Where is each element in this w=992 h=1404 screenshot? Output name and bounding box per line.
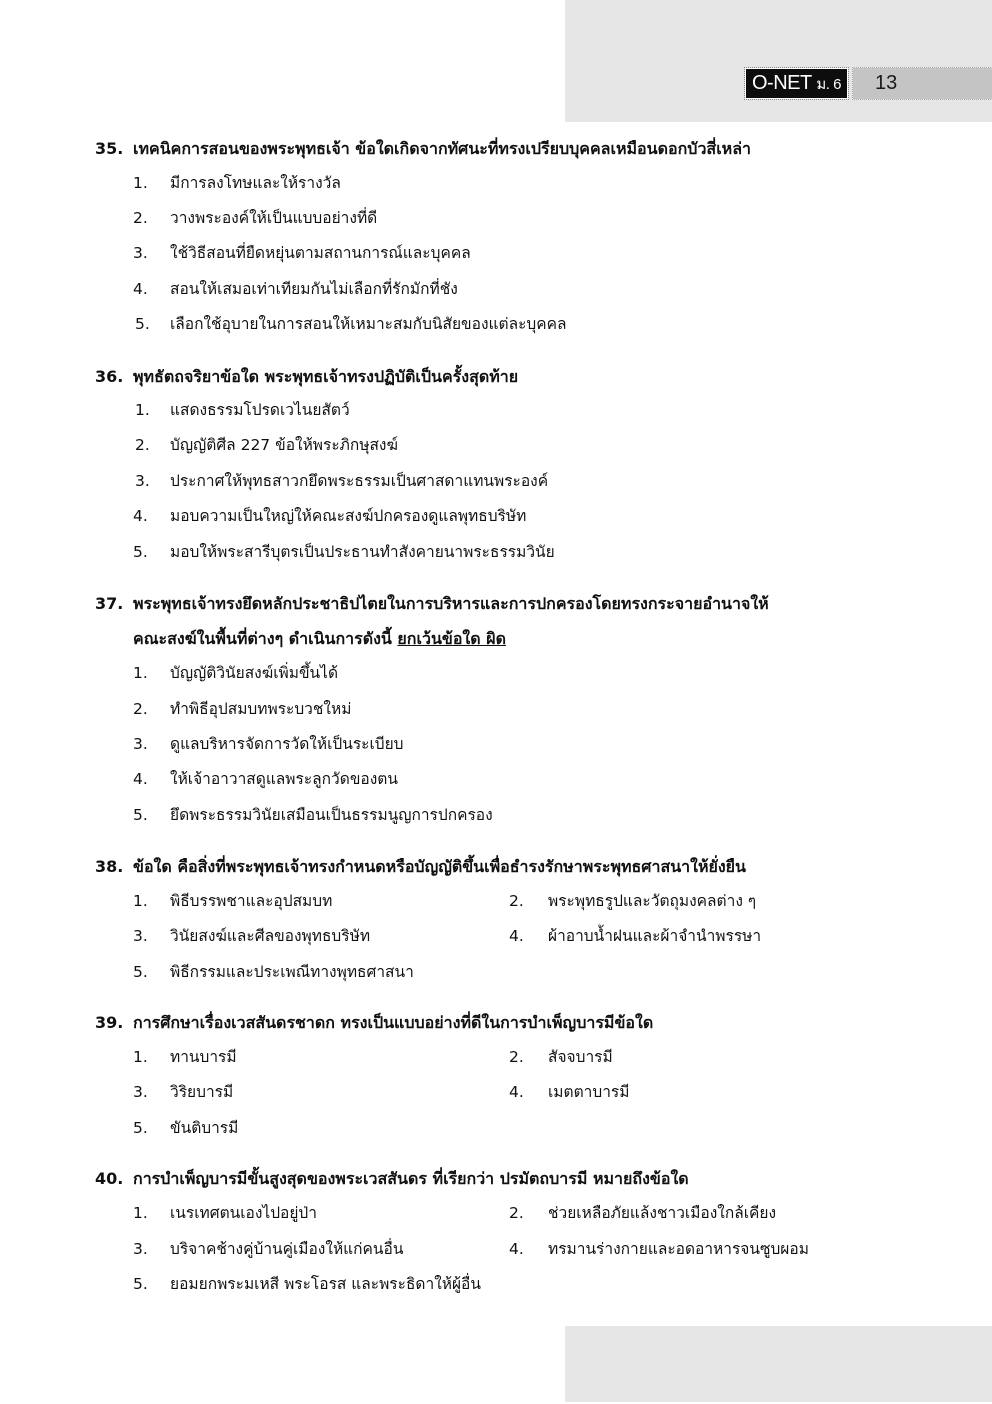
option-text: ขันติบารมี <box>170 1119 239 1137</box>
option-number: 1. <box>135 401 150 419</box>
question-40 <box>95 1161 925 1196</box>
option-text: ยึดพระธรรมวินัยเสมือนเป็นธรรมนูญการปกครอง <box>170 806 493 824</box>
option-text: ยอมยกพระมเหสี พระโอรส และพระธิดาให้ผู้อื่น <box>170 1275 481 1293</box>
option-number: 1. <box>133 892 148 910</box>
question-text: พระพุทธเจ้าทรงยึดหลักประชาธิปไตยในการบริหารและการปกครองโดยทรงกระจายอำนาจให้ <box>133 594 769 613</box>
exam-badge-title: O-NET <box>752 72 817 94</box>
question-39 <box>95 1005 925 1040</box>
option-text: บริจาคช้างคู่บ้านคู่เมืองให้แก่คนอื่น <box>170 1240 404 1258</box>
page-number: 13 <box>853 68 992 99</box>
question-stem <box>95 131 925 166</box>
option-text: พิธีกรรมและประเพณีทางพุทธศาสนา <box>170 963 414 981</box>
option-text: เนรเทศตนเองไปอยู่ป่า <box>170 1204 317 1222</box>
option-text: วินัยสงฆ์และศีลของพุทธบริษัท <box>170 927 371 945</box>
option-text: มีการลงโทษและให้รางวัล <box>170 174 341 192</box>
option-text: มอบความเป็นใหญ่ให้คณะสงฆ์ปกครองดูแลพุทธบริษัท <box>170 507 527 525</box>
option-number: 2. <box>509 1048 524 1066</box>
option-number: 3. <box>135 472 150 490</box>
option-number: 3. <box>133 735 148 753</box>
option-text: ทรมานร่างกายและอดอาหารจนซูบผอม <box>548 1240 809 1258</box>
option-text: มอบให้พระสารีบุตรเป็นประธานทำสังคายนาพระธรรมวินัย <box>170 543 555 561</box>
option-text: ดูแลบริหารจัดการวัดให้เป็นระเบียบ <box>170 735 404 753</box>
exam-badge-grade: ม. 6 <box>816 76 841 93</box>
option-number: 2. <box>509 1204 524 1222</box>
option-text: วางพระองค์ให้เป็นแบบอย่างที่ดี <box>170 209 378 227</box>
option-number: 3. <box>133 927 148 945</box>
question-number: 36. <box>95 367 124 386</box>
option-text: พิธีบรรพชาและอุปสมบท <box>170 892 333 910</box>
option-number: 3. <box>133 1240 148 1258</box>
option-text: ช่วยเหลือภัยแล้งชาวเมืองใกล้เคียง <box>548 1204 777 1222</box>
option-number: 1. <box>133 664 148 682</box>
question-text: พุทธัตถจริยาข้อใด พระพุทธเจ้าทรงปฏิบัติเป็นครั้งสุดท้าย <box>133 367 519 386</box>
option-text: เลือกใช้อุบายในการสอนให้เหมาะสมกับนิสัยของแต่ละบุคคล <box>170 315 567 333</box>
option-text: ทำพิธีอุปสมบทพระบวชใหม่ <box>170 700 352 718</box>
question-stem <box>95 849 925 884</box>
option-text: ประกาศให้พุทธสาวกยึดพระธรรมเป็นศาสดาแทนพระองค์ <box>170 472 549 490</box>
option-text: สัจจบารมี <box>548 1048 613 1066</box>
option-number: 4. <box>133 770 148 788</box>
option-number: 4. <box>509 1240 524 1258</box>
option-number: 3. <box>133 244 148 262</box>
option-number: 5. <box>133 1275 148 1293</box>
question-text: เทคนิคการสอนของพระพุทธเจ้า ข้อใดเกิดจากทัศนะที่ทรงเปรียบบุคคลเหมือนดอกบัวสี่เหล่า <box>133 139 751 158</box>
option-number: 4. <box>133 507 148 525</box>
question-stem <box>95 1005 925 1040</box>
question-number: 37. <box>95 594 124 613</box>
option-number: 4. <box>509 1083 524 1101</box>
question-text: ข้อใด คือสิ่งที่พระพุทธเจ้าทรงกำหนดหรือบัญญัติขึ้นเพื่อธำรงรักษาพระพุทธศาสนาให้ยั่งยืน <box>133 857 746 876</box>
question-35 <box>95 131 925 166</box>
option-number: 5. <box>133 963 148 981</box>
question-stem <box>95 586 925 656</box>
option-text: สอนให้เสมอเท่าเทียมกันไม่เลือกที่รักมักที่ชัง <box>170 280 458 298</box>
option-text: แสดงธรรมโปรดเวไนยสัตว์ <box>170 401 350 419</box>
question-stem <box>95 359 925 394</box>
option-number: 2. <box>133 209 148 227</box>
option-number: 2. <box>509 892 524 910</box>
question-number: 40. <box>95 1169 124 1188</box>
option-text: วิริยบารมี <box>170 1083 234 1101</box>
option-number: 2. <box>135 436 150 454</box>
header-panel <box>565 0 992 122</box>
option-number: 1. <box>133 1204 148 1222</box>
option-number: 2. <box>133 700 148 718</box>
option-number: 5. <box>135 315 150 333</box>
question-text-line2 <box>133 621 925 656</box>
question-emphasis: ยกเว้นข้อใด ผิด <box>397 629 506 648</box>
option-text: ให้เจ้าอาวาสดูแลพระลูกวัดของตน <box>170 770 398 788</box>
question-number: 39. <box>95 1013 124 1032</box>
option-text: ทานบารมี <box>170 1048 237 1066</box>
option-text: ใช้วิธีสอนที่ยืดหยุ่นตามสถานการณ์และบุคคล <box>170 244 471 262</box>
option-text: ผ้าอาบน้ำฝนและผ้าจำนำพรรษา <box>548 927 762 945</box>
option-text: พระพุทธรูปและวัตถุมงคลต่าง ๆ <box>548 892 757 910</box>
option-number: 4. <box>509 927 524 945</box>
question-36 <box>95 359 925 394</box>
option-number: 4. <box>133 280 148 298</box>
option-number: 5. <box>133 806 148 824</box>
question-text-continued: คณะสงฆ์ในพื้นที่ต่างๆ ดำเนินการดังนี้ <box>133 629 398 648</box>
option-text: บัญญัติศีล 227 ข้อให้พระภิกษุสงฆ์ <box>170 436 399 454</box>
footer-panel <box>565 1326 992 1402</box>
question-37 <box>95 586 925 656</box>
question-number: 38. <box>95 857 124 876</box>
option-number: 3. <box>133 1083 148 1101</box>
option-number: 5. <box>133 1119 148 1137</box>
question-38 <box>95 849 925 884</box>
option-number: 1. <box>133 174 148 192</box>
exam-badge <box>745 68 848 99</box>
question-text: การศึกษาเรื่องเวสสันดรชาดก ทรงเป็นแบบอย่างที่ดีในการบำเพ็ญบารมีข้อใด <box>133 1013 654 1032</box>
option-text: บัญญัติวินัยสงฆ์เพิ่มขึ้นได้ <box>170 664 339 682</box>
option-text: เมตตาบารมี <box>548 1083 630 1101</box>
question-number: 35. <box>95 139 124 158</box>
option-number: 1. <box>133 1048 148 1066</box>
option-number: 5. <box>133 543 148 561</box>
question-text: การบำเพ็ญบารมีขั้นสูงสุดของพระเวสสันดร ที่เรียกว่า ปรมัตถบารมี หมายถึงข้อใด <box>133 1169 689 1188</box>
question-stem <box>95 1161 925 1196</box>
